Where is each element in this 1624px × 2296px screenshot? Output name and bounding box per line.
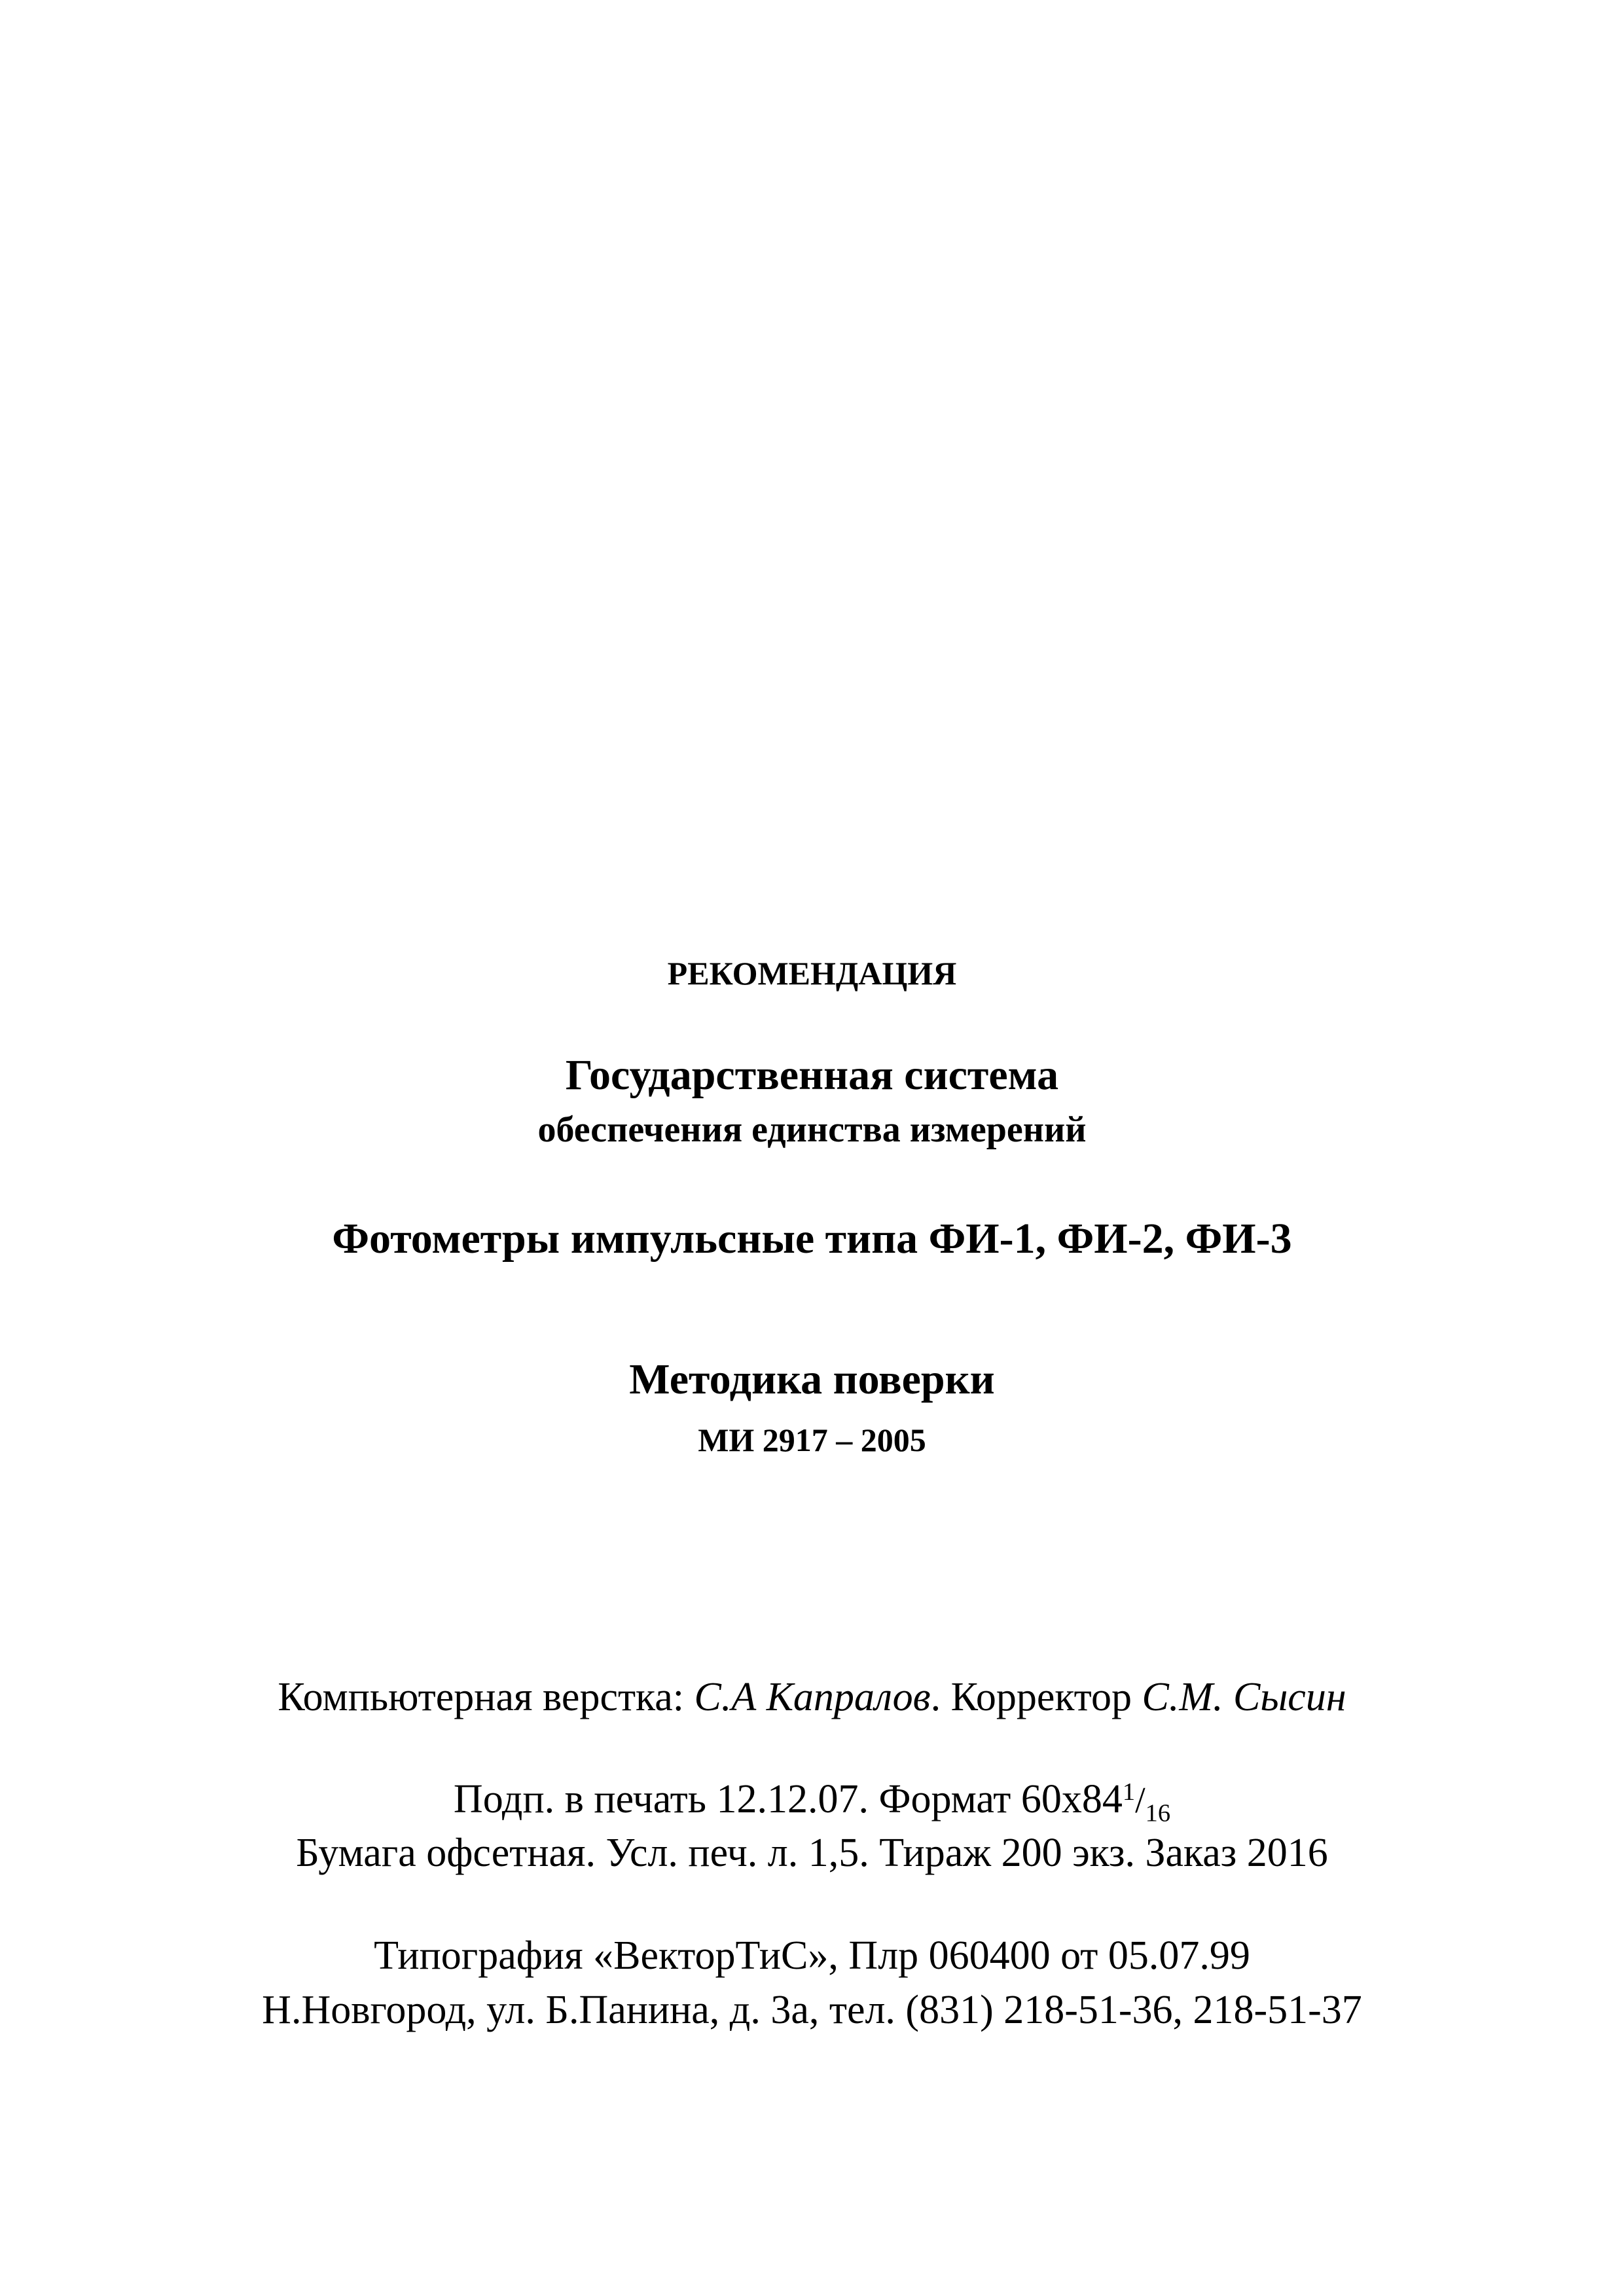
proofreader-person: С.М. Сысин — [1142, 1675, 1346, 1719]
method-heading: Методика поверки — [629, 1355, 995, 1403]
title-line-1: Государственная система — [565, 1051, 1059, 1099]
print-line-text: Подп. в печать 12.12.07. Формат 60х84 — [453, 1777, 1123, 1821]
format-slash: / — [1135, 1780, 1146, 1821]
print-info-line — [0, 1777, 1624, 1827]
proofreader-label: Корректор — [950, 1675, 1132, 1719]
document-type-heading: РЕКОМЕНДАЦИЯ — [667, 955, 957, 992]
title-line-2: обеспечения единства измерений — [537, 1109, 1087, 1150]
instrument-subtitle: Фотометры импульсные типа ФИ-1, ФИ-2, ФИ-3 — [332, 1215, 1292, 1263]
format-numerator: 1 — [1122, 1778, 1136, 1806]
format-denominator: 16 — [1145, 1799, 1171, 1827]
layout-label: Компьютерная верстка: — [278, 1675, 684, 1719]
paper-info-line: Бумага офсетная. Усл. печ. л. 1,5. Тираж 200 экз. Заказ 2016 — [296, 1831, 1328, 1875]
typography-line: Типография «ВекторТиС», Плр 060400 от 05.07.99 — [374, 1933, 1250, 1978]
layout-person: С.А Капралов — [694, 1675, 931, 1719]
credits-line: Компьютерная верстка: С.А Капралов. Корректор С.М. Сысин — [278, 1675, 1346, 1719]
address-line: Н.Новгород, ул. Б.Панина, д. 3а, тел. (831) 218-51-36, 218-51-37 — [262, 1988, 1362, 2032]
document-code: МИ 2917 – 2005 — [698, 1422, 926, 1458]
format-fraction — [1122, 1777, 1171, 1827]
